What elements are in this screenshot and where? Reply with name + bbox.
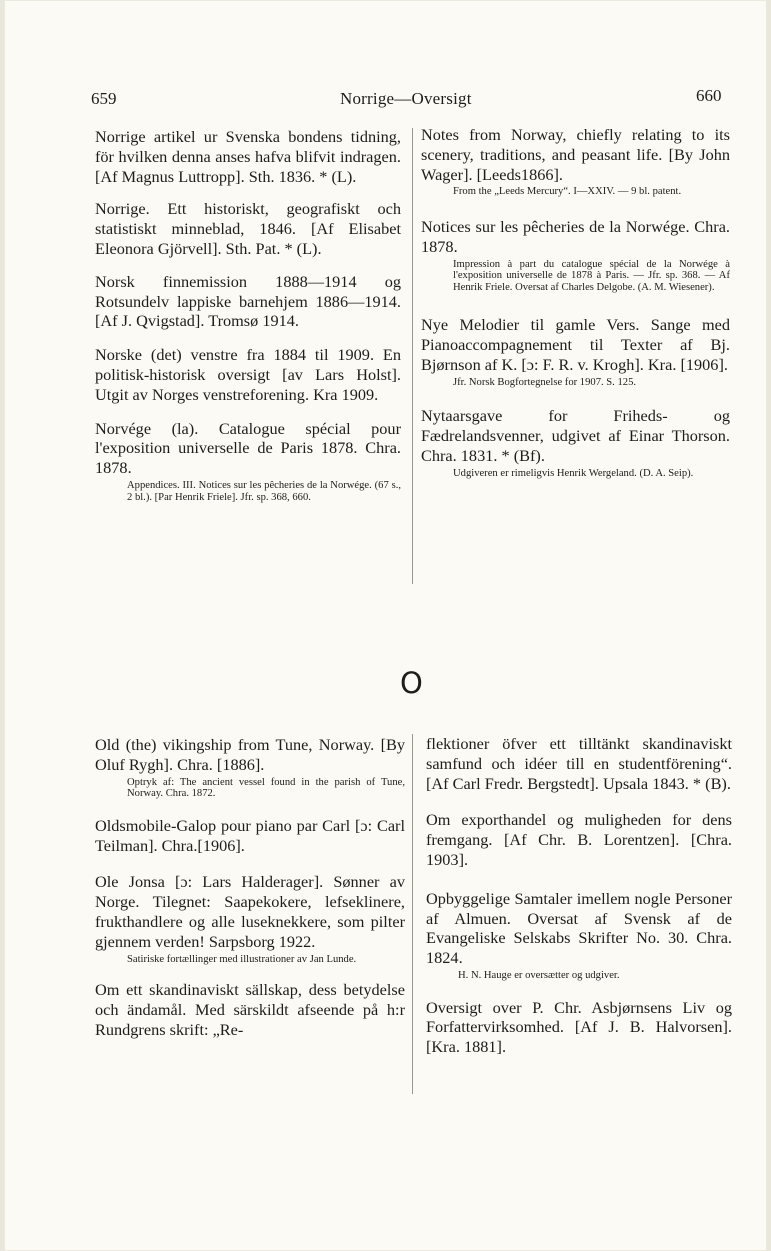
entry-text: Om exporthandel og muligheden for dens fremgang. [Af Chr. B. Lorentzen]. [Chra. 1903]. xyxy=(426,810,732,869)
entry-text: Oversigt over P. Chr. Asbjørnsens Liv og Forfattervirksomhed. [Af J. B. Halvorsen]. [Kra. 1881]. xyxy=(426,997,732,1057)
entry-note: H. N. Hauge er oversætter og udgiver. xyxy=(458,969,620,981)
entry-oversigt-asbjornsen xyxy=(426,998,732,1057)
entry-notes-from-norway xyxy=(421,125,730,198)
entry-note: Udgiveren er rimeligvis Henrik Wergeland. (D. A. Seip). xyxy=(453,467,694,479)
entry-reflektioner-continued xyxy=(426,734,732,793)
entry-text: Nye Melodier til gamle Vers. Sange med Pianoaccompagnement til Texter af Bj. Bjørnson af K. [ɔ: F. R. v. Krogh]. Kra. [1906]. xyxy=(421,315,730,374)
entry-opbyggelige-samtaler xyxy=(426,889,732,982)
entry-text: Norvége (la). Catalogue spécial pour l'exposition universelle de Paris 1878. Chra. 1878. xyxy=(95,418,401,478)
section-letter: O xyxy=(400,666,423,700)
running-title: Norrige—Oversigt xyxy=(340,89,472,108)
entry-note: Appendices. III. Notices sur les pêcheries de la Norwége. (67 s., 2 bl.). [Par Henrik Friele]. Jfr. sp. 368, 660. xyxy=(127,479,401,503)
entry-nytaarsgave xyxy=(421,406,730,479)
entry-note: From the „Leeds Mercury“. I—XXIV. — 9 bl. patent. xyxy=(453,186,682,198)
entry-text: Norske (det) venstre fra 1884 til 1909. En politisk-historisk oversigt [av Lars Holst]. Utgit av Norges venstreforening. Kra 1909. xyxy=(95,345,401,404)
page-number-right: 660 xyxy=(696,86,722,105)
entry-note: Satiriske fortællinger med illustrationer av Jan Lunde. xyxy=(127,953,357,965)
column-right-top xyxy=(421,125,730,479)
entry-norvege-catalogue xyxy=(95,419,401,504)
entry-text: Om ett skandinaviskt sällskap, dess betydelse och ändamål. Med särskildt afseende på h:r Rundgrens skrift: „Re- xyxy=(95,980,405,1039)
entry-nye-melodier xyxy=(421,315,730,388)
entry-text: Norsk finnemission 1888—1914 og Rotsundelv lappiske barnehjem 1886—1914. [Af J. Qvigstad]. Tromsø 1914. xyxy=(95,271,401,331)
entry-om-exporthandel xyxy=(426,810,732,869)
entry-text: Notes from Norway, chiefly relating to its scenery, traditions, and peasant life. [By John Wager]. [Leeds1866]. xyxy=(421,125,730,184)
entry-ole-jonsa xyxy=(95,872,405,965)
page-number-left: 659 xyxy=(91,89,117,108)
entry-norske-venstre xyxy=(95,345,401,404)
column-left-bottom xyxy=(95,735,405,1040)
entry-old-vikingship xyxy=(95,735,405,800)
entry-note: Impression à part du catalogue spécial de la Norwége à l'exposition universelle de 1878 à Paris. — Jfr. sp. 368. — Af Henrik Friele. Oversat af Charles Delgobe. (A. M. Wiesener). xyxy=(453,258,730,293)
entry-oldsmobile-galop xyxy=(95,816,405,856)
entry-norsk-finnemission xyxy=(95,272,401,331)
column-divider-top xyxy=(412,128,413,584)
entry-om-ett-skandinaviskt xyxy=(95,980,405,1039)
entry-text: flektioner öfver ett tilltänkt skandinaviskt samfund och idéer till en studentförening“. [Af Carl Fredr. Bergstedt]. Upsala 1843. * (B). xyxy=(426,734,732,793)
entry-text: Norrige. Ett historiskt, geografiskt och statistiskt minneblad, 1846. [Af Elisabet Eleonora Gjörvell]. Sth. Pat. * (L). xyxy=(95,199,401,258)
entry-norrige-minneblad xyxy=(95,199,401,258)
entry-text: Nytaarsgave for Friheds- og Fædrelandsvenner, udgivet af Einar Thorson. Chra. 1831. * (Bf). xyxy=(421,406,730,465)
entry-text: Notices sur les pêcheries de la Norwége. Chra. 1878. xyxy=(421,216,730,256)
entry-norrige-artikel xyxy=(95,127,401,186)
column-left-top xyxy=(95,127,401,503)
entry-note: Jfr. Norsk Bogfortegnelse for 1907. S. 125. xyxy=(453,376,637,388)
page-header xyxy=(0,86,771,112)
column-right-bottom xyxy=(426,734,732,1057)
entry-text: Opbyggelige Samtaler imellem nogle Personer af Almuen. Oversat af Svensk af de Evangeliske Selskabs Skrifter No. 30. Chra. 1824. xyxy=(426,888,732,968)
entry-text: Oldsmobile-Galop pour piano par Carl [ɔ: Carl Teilman]. Chra.[1906]. xyxy=(95,815,405,855)
entry-notices-pecheries xyxy=(421,217,730,293)
entry-text: Old (the) vikingship from Tune, Norway. [By Oluf Rygh]. Chra. [1886]. xyxy=(95,735,405,774)
column-divider-bottom xyxy=(412,734,413,1094)
entry-text: Norrige artikel ur Svenska bondens tidning, för hvilken denna anses hafva blifvit indragen. [Af Magnus Luttropp]. Sth. 1836. * (L). xyxy=(95,127,401,186)
entry-note: Optryk af: The ancient vessel found in the parish of Tune, Norway. Chra. 1872. xyxy=(127,776,405,800)
entry-text: Ole Jonsa [ɔ: Lars Halderager]. Sønner av Norge. Tilegnet: Saapekokere, lefseklinere, frukthandlere og alle luseknekkere, som pilter gjennem verden! Sarpsborg 1922. xyxy=(95,872,405,951)
